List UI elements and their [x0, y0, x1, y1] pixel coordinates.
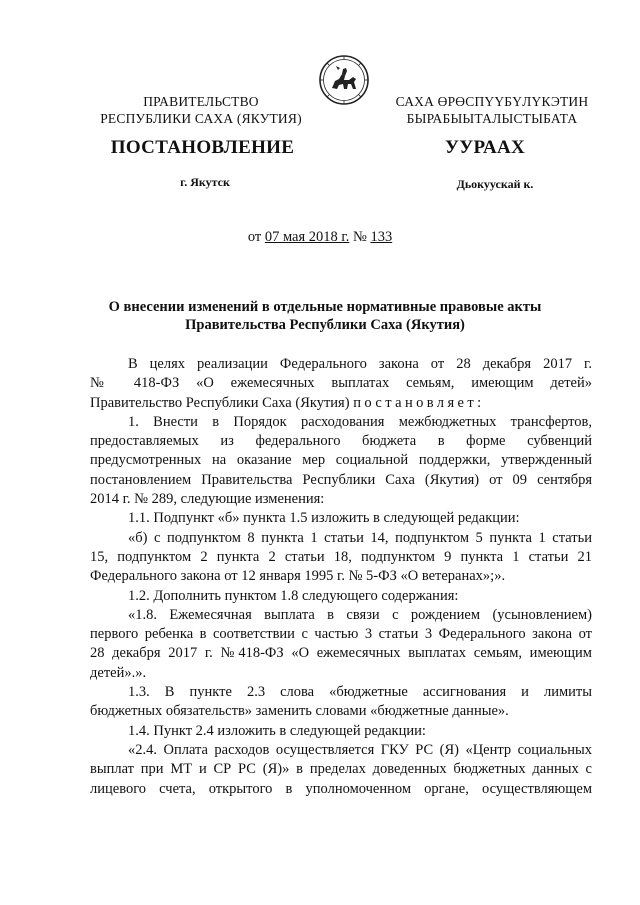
- document-title: [90, 298, 560, 334]
- doc-type-ru: ПОСТАНОВЛЕНИЕ: [110, 137, 295, 158]
- body-line: предусмотренных на оказание мер социальной поддержки, утвержденный: [90, 452, 592, 469]
- date-number-line: [0, 229, 640, 246]
- body-line: бюджетных обязательств» заменить словами «бюджетные данные».: [90, 703, 509, 720]
- body-line: постановлением Правительства Республики Саха (Якутия) от 09 сентября: [90, 471, 592, 488]
- body-line: лицевого счета, открытого в уполномоченном органе, осуществляющем: [90, 780, 592, 797]
- body-line: 1.1. Подпункт «б» пункта 1.5 изложить в следующей редакции:: [128, 510, 520, 527]
- body-line: «1.8. Ежемесячная выплата в связи с рождением (усыновлением): [128, 606, 592, 623]
- document-title-line2: Правительства Республики Саха (Якутия): [185, 317, 465, 333]
- header-right-authority: [372, 93, 612, 127]
- city-ru: г. Якутск: [180, 175, 230, 189]
- body-line: Федерального закона от 12 января 1995 г. № 5-ФЗ «О ветеранах»;».: [90, 568, 506, 585]
- body-keyword: постановляет:: [353, 394, 485, 411]
- document-title-line1: О внесении изменений в отдельные нормативные правовые акты: [108, 299, 542, 315]
- body-line: первого ребенка в соответствии с частью 3 статьи 3 Федерального закона от: [90, 626, 592, 643]
- body-line: 15, подпунктом 2 пункта 2 статьи 18, подпунктом 9 пункта 1 статьи 21: [90, 548, 592, 565]
- body-line: 1.2. Дополнить пунктом 1.8 следующего содержания:: [128, 587, 459, 604]
- body-line: [90, 394, 592, 413]
- header-right-line1: САХА ӨРӨСПҮҮБҮЛҮКЭТИН: [395, 94, 589, 109]
- header-right-line2: БЫРАБЫЫТАЛЫСТЫБАТА: [406, 111, 578, 126]
- doc-type-sah: УУРААХ: [444, 137, 526, 158]
- document-number: 133: [370, 229, 393, 245]
- body-text: Правительство Республики Саха (Якутия): [90, 394, 354, 411]
- date-prefix: от: [247, 229, 265, 245]
- body-line: № 418-ФЗ «О ежемесячных выплатах семьям, имеющим детей»: [90, 375, 592, 392]
- body-line: В целях реализации Федерального закона от 28 декабря 2017 г.: [128, 356, 592, 372]
- body-line: 1.3. В пункте 2.3 слова «бюджетные ассигнования и лимиты: [128, 684, 592, 701]
- body-line: «2.4. Оплата расходов осуществляется ГКУ РС (Я) «Центр социальных: [128, 741, 592, 758]
- body-line: детей».».: [90, 664, 147, 681]
- document-body: [90, 355, 592, 799]
- number-label: №: [349, 229, 371, 245]
- document-date: 07 мая 2018 г.: [264, 229, 350, 245]
- body-line: 1. Внести в Порядок расходования межбюджетных трансфертов,: [128, 413, 592, 430]
- body-line: «б) с подпунктом 8 пункта 1 статьи 14, подпунктом 5 пункта 1 статьи: [128, 529, 592, 546]
- header-left-line2: РЕСПУБЛИКИ САХА (ЯКУТИЯ): [100, 111, 302, 126]
- body-line: предоставляемых из федерального бюджета в форме субвенций: [90, 433, 592, 450]
- body-line: 28 декабря 2017 г. №418-ФЗ «О ежемесячных выплатах семьям, имеющим: [90, 645, 592, 662]
- coat-of-arms-icon: [318, 54, 370, 106]
- header-left-authority: [70, 93, 332, 127]
- city-sah: Дьокуускай к.: [456, 177, 534, 191]
- body-line: выплат при МТ и СР РС (Я)» в пределах доведенных бюджетных данных с: [90, 761, 592, 778]
- body-line: 1.4. Пункт 2.4 изложить в следующей редакции:: [128, 722, 426, 739]
- body-line: 2014 г. № 289, следующие изменения:: [90, 491, 325, 508]
- header-left-line1: ПРАВИТЕЛЬСТВО: [143, 94, 259, 109]
